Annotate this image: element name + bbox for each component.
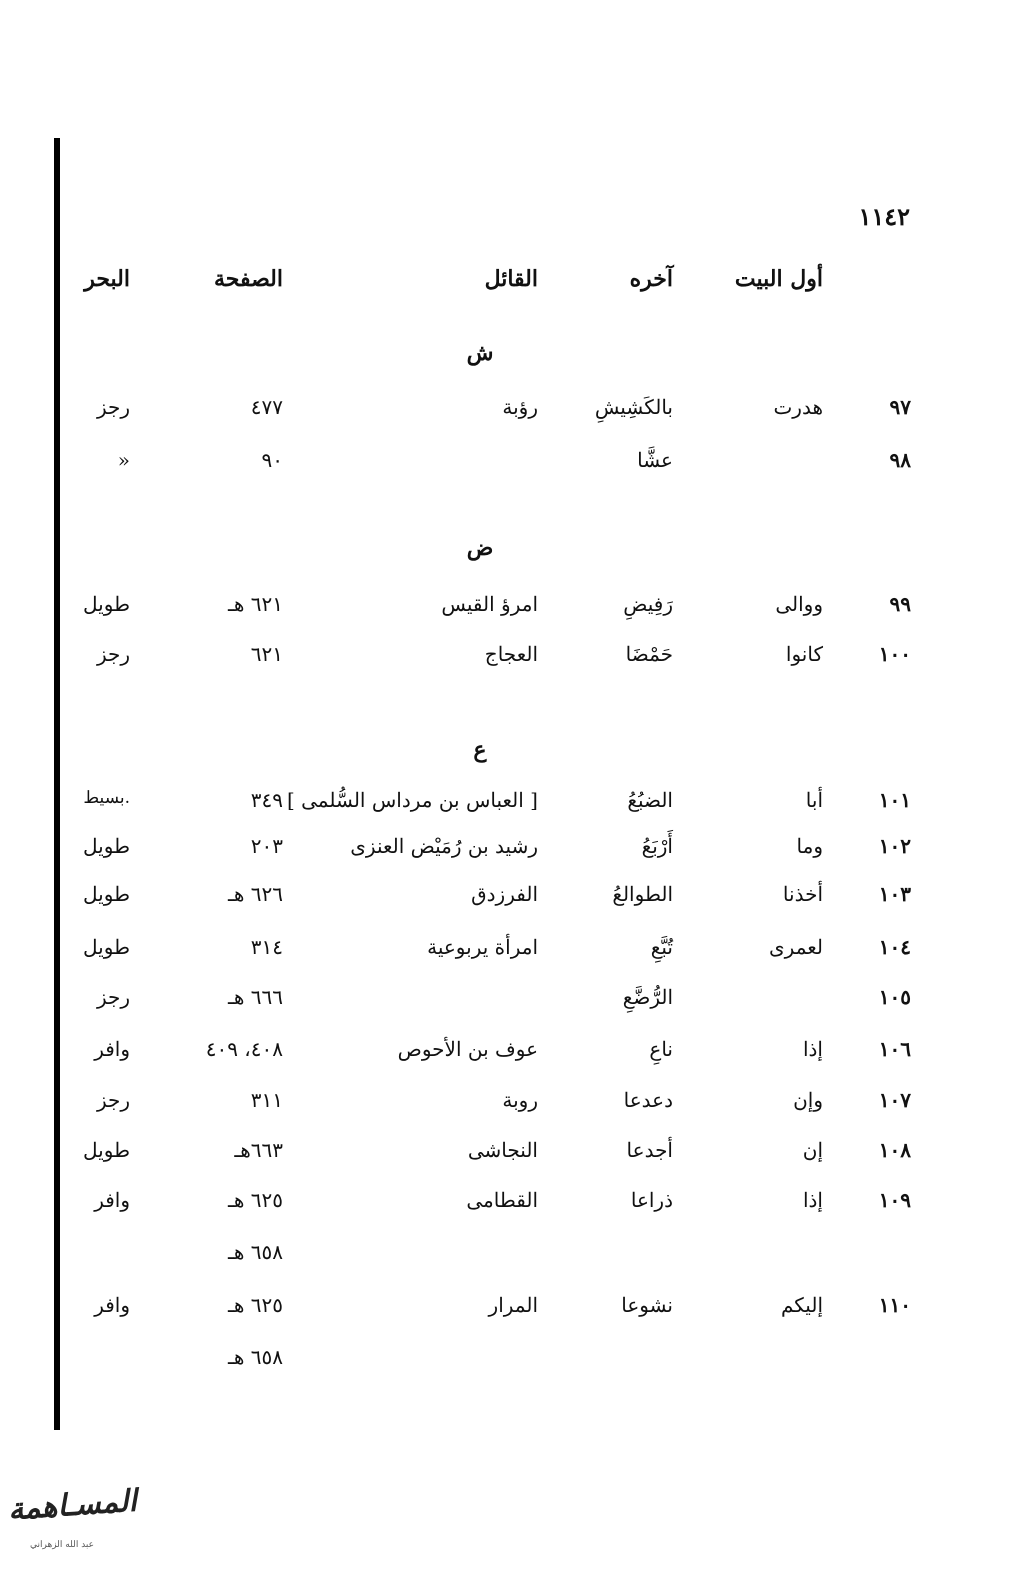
first-word: لعمرى xyxy=(769,935,823,959)
first-word: أبا xyxy=(805,788,823,812)
row-number: ١٠٢ xyxy=(878,834,911,858)
margin-rule xyxy=(54,138,60,1430)
meter: طويل xyxy=(83,935,130,959)
last-word: حَمْضَا xyxy=(625,642,673,666)
poet: القطامى xyxy=(466,1188,538,1212)
row-number: ١٠٦ xyxy=(878,1037,911,1061)
page-ref: ٦٦٦ هـ xyxy=(228,985,283,1009)
header-meter: البحر xyxy=(84,266,130,292)
poet: المرار xyxy=(488,1293,538,1317)
last-word: عشَّا xyxy=(637,448,673,472)
last-word: ناعِ xyxy=(649,1037,673,1061)
page-number: ١١٤٢ xyxy=(858,202,910,231)
poet: العجاج xyxy=(484,642,538,666)
page-ref: ٩٠ xyxy=(261,448,283,472)
meter: طويل xyxy=(83,1138,130,1162)
last-word: رَفِيضِ xyxy=(623,592,673,616)
first-word: ووالى xyxy=(775,592,823,616)
page-ref: ٦٢٦ هـ xyxy=(228,882,283,906)
section-letter: ع xyxy=(473,737,487,763)
header-page: الصفحة xyxy=(213,266,283,292)
last-word: دعدعا xyxy=(623,1088,673,1112)
last-word: الرُّضَّعِ xyxy=(622,985,673,1009)
section-letter: ش xyxy=(466,340,494,366)
poet: امرأة يربوعية xyxy=(427,935,538,959)
first-word: إن xyxy=(802,1138,823,1162)
row-number: ١١٠ xyxy=(878,1293,911,1317)
page-ref: ٦٢٥ هـ xyxy=(228,1293,283,1317)
first-word: إليكم xyxy=(780,1293,823,1317)
row-number: ٩٩ xyxy=(889,592,911,616)
first-word: هدرت xyxy=(773,395,823,419)
last-word: أَرْبَعُ xyxy=(641,834,673,858)
poet: الفرزدق xyxy=(471,882,538,906)
meter: وافر xyxy=(94,1293,130,1317)
row-number: ١٠٩ xyxy=(878,1188,911,1212)
meter: وافر xyxy=(94,1188,130,1212)
page-ref: ٢٠٣ xyxy=(250,834,283,858)
page-ref: ٦٢١ xyxy=(250,642,283,666)
row-number: ١٠٨ xyxy=(878,1138,911,1162)
page-ref: ٤٧٧ xyxy=(250,395,283,419)
page-ref: ٣١١ xyxy=(250,1088,283,1112)
row-number: ١٠٣ xyxy=(878,882,911,906)
page-ref: ٣١٤ xyxy=(250,935,283,959)
watermark-stamp: المسـاهمة xyxy=(6,1483,138,1528)
poet: [ العباس بن مرداس السُّلمى ] xyxy=(286,788,538,812)
header-last-word: آخره xyxy=(629,266,673,292)
watermark-stamp-subtext: عبد الله الزهراني xyxy=(30,1540,95,1550)
last-word: الضبُعُ xyxy=(627,788,673,812)
meter: طويل xyxy=(83,882,130,906)
meter: وافر xyxy=(94,1037,130,1061)
row-number: ١٠٥ xyxy=(878,985,911,1009)
first-word: أخذنا xyxy=(782,882,823,906)
meter: رجز xyxy=(96,642,130,666)
poet: رشيد بن رُمَيْض العنزى xyxy=(350,834,538,858)
poet: روبة xyxy=(502,1088,538,1112)
meter: رجز xyxy=(96,985,130,1009)
section-letter: ض xyxy=(466,535,494,561)
last-word: أجدعا xyxy=(626,1138,673,1162)
last-word: نشوعا xyxy=(621,1293,673,1317)
first-word: كانوا xyxy=(785,642,823,666)
poet: عوف بن الأحوص xyxy=(397,1037,538,1061)
row-number: ١٠٠ xyxy=(878,642,911,666)
last-word: تُبَّعِ xyxy=(650,935,673,959)
last-word: الطوالعُ xyxy=(612,882,673,906)
last-word: بالكَشِيشِ xyxy=(594,395,673,419)
first-word: إذا xyxy=(802,1188,823,1212)
row-number: ١٠٤ xyxy=(878,935,911,959)
page-ref: ٣٤٩ xyxy=(250,788,283,812)
first-word: إذا xyxy=(802,1037,823,1061)
meter: » xyxy=(117,448,130,472)
row-number: ٩٧ xyxy=(889,395,911,419)
first-word: وما xyxy=(796,834,823,858)
page-ref: ٤٠٨، ٤٠٩ xyxy=(205,1037,283,1061)
header-poet: القائل xyxy=(484,266,538,292)
page-ref: ٦٢٥ هـ xyxy=(228,1188,283,1212)
row-number: ١٠١ xyxy=(878,788,911,812)
page-ref: ٦٢١ هـ xyxy=(228,592,283,616)
meter: طويل xyxy=(83,834,130,858)
meter: رجز xyxy=(96,1088,130,1112)
meter: طويل xyxy=(83,592,130,616)
meter: بسيط. xyxy=(83,788,130,808)
poet: امرؤ القيس xyxy=(441,592,538,616)
poet: النجاشى xyxy=(467,1138,538,1162)
page-ref: ٦٥٨ هـ xyxy=(228,1240,283,1264)
meter: رجز xyxy=(96,395,130,419)
first-word: وإن xyxy=(793,1088,823,1112)
row-number: ٩٨ xyxy=(889,448,911,472)
page-ref: ٦٦٣هـ xyxy=(234,1138,283,1162)
row-number: ١٠٧ xyxy=(878,1088,911,1112)
page-ref: ٦٥٨ هـ xyxy=(228,1345,283,1369)
poet: رؤبة xyxy=(502,395,538,419)
last-word: ذراعا xyxy=(630,1188,673,1212)
header-first-word: أول البيت xyxy=(734,266,823,292)
